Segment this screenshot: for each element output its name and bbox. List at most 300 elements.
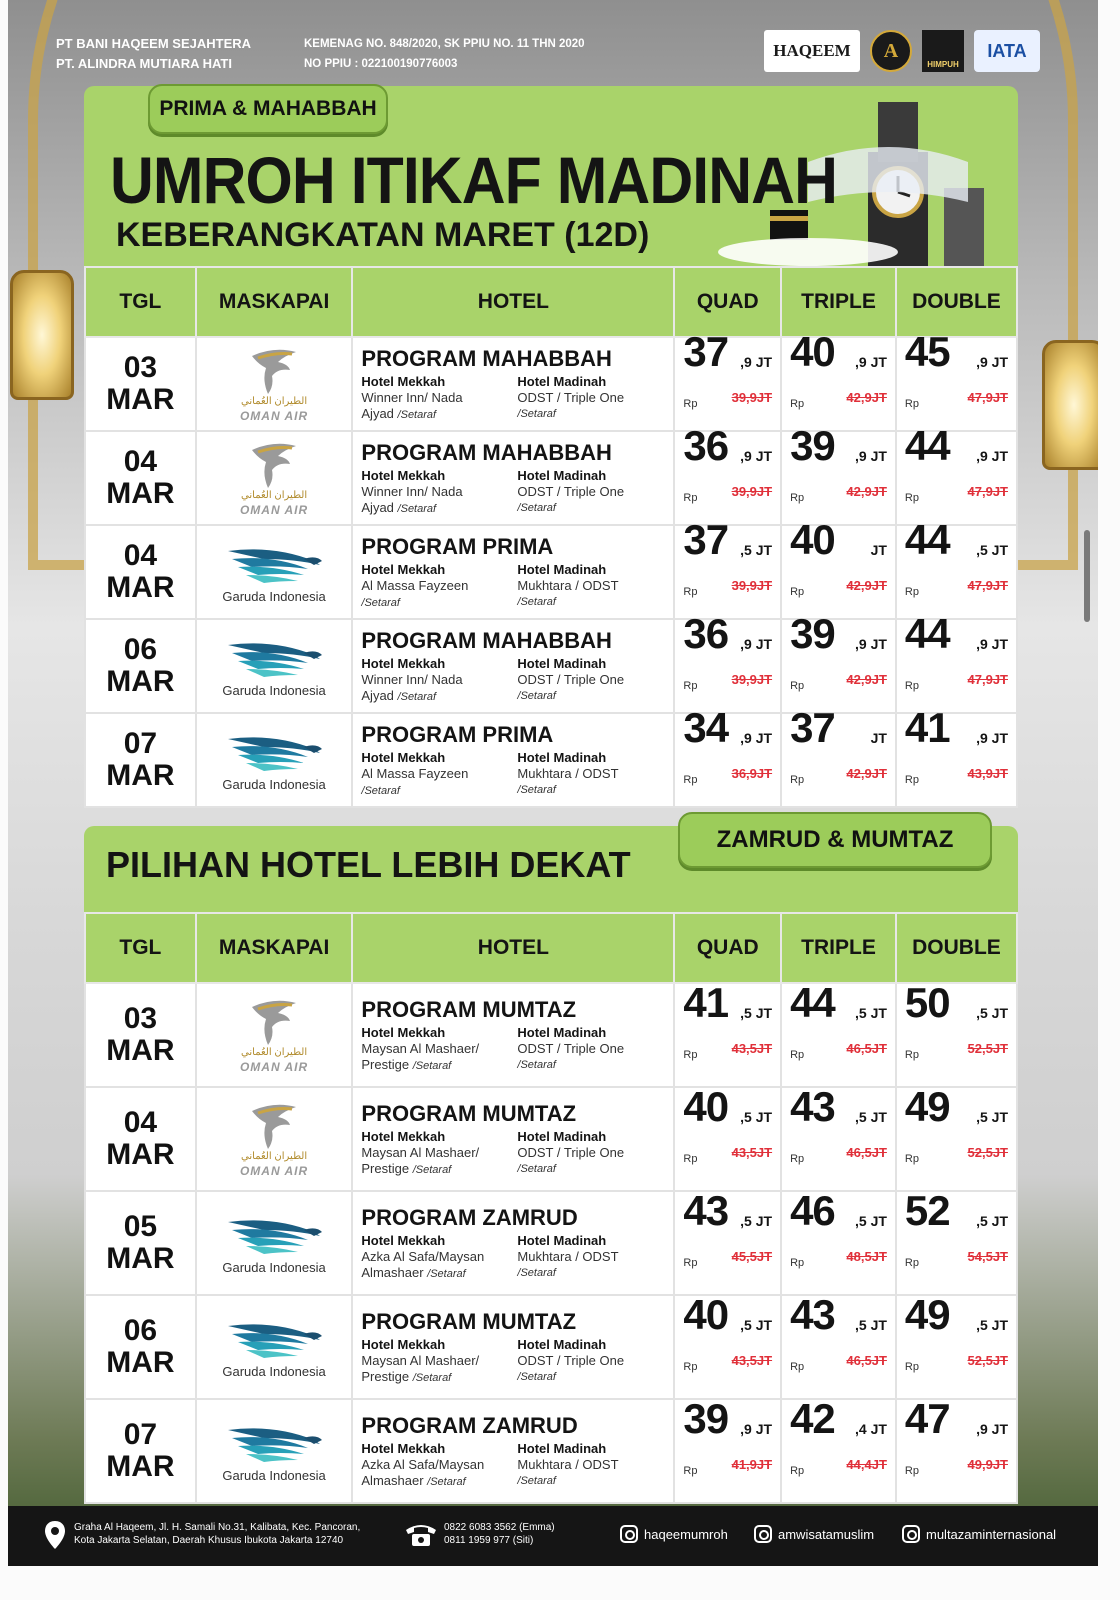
hotel-madinah [517,1129,665,1178]
table-row [85,713,1017,807]
hotel-mekkah-name: Al Massa Fayzeen [361,765,469,781]
table-row [85,337,1017,431]
currency-label: Rp [904,1257,919,1269]
price-double [896,704,1017,807]
page-title: UMROH ITIKAF MADINAH [110,143,838,217]
old-price: 52,5JT [967,1041,1008,1056]
price-suffix: ,9 JT [740,354,773,370]
hotel-mekkah-equiv: /Setaraf [397,408,437,421]
price-main: 37 [683,328,729,375]
currency-label: Rp [790,586,805,598]
license-line-1: KEMENAG NO. 848/2020, SK PPIU NO. 11 THN 2020 [304,38,585,50]
price-suffix: ,5 JT [976,1109,1008,1125]
price-quad [674,328,781,431]
price-main: 47 [904,1395,950,1442]
airline-cell [196,525,353,619]
currency-label: Rp [790,680,805,692]
col-double: DOUBLE [896,913,1017,983]
table-row [85,619,1017,713]
currency-label: Rp [683,1257,698,1269]
airline-cell [196,619,353,713]
hotel-mekkah-equiv: /Setaraf [361,596,400,609]
address-line-1: Graha Al Haqeem, Jl. H. Samali No.31, Kalibata, Kec. Pancoran, [74,1522,361,1533]
airline-garuda-indonesia [197,541,352,604]
hotel-mekkah-name: Azka Al Safa/Maysan [361,1248,485,1264]
oman-air-logo-icon [244,346,304,396]
price-triple [781,1187,896,1295]
old-price: 39,9JT [731,484,773,499]
garuda-logo-icon [224,729,324,775]
alindra-logo: A [870,30,912,72]
date-month: MAR [106,383,175,416]
partner-logos [764,30,1040,72]
old-price: 42,9JT [846,578,887,593]
hotel-madinah [517,1233,665,1282]
date-day: 03 [123,351,158,384]
airline-arabic-name: الطيران العُماني [241,489,308,501]
airline-oman-air [197,997,352,1074]
price-table-2 [84,912,1018,1504]
garuda-logo-icon [224,1212,324,1258]
price-main: 50 [904,979,950,1026]
table-row [85,525,1017,619]
hotel-mekkah [361,1441,509,1490]
col-tgl: TGL [85,267,196,337]
hotel-mekkah-label: Hotel Mekkah [361,1440,446,1456]
hotel-cell [352,525,674,619]
hotel-mekkah-equiv: /Setaraf [412,1163,452,1176]
hotel-cell [352,337,674,431]
price-main: 44 [904,422,950,469]
col-hotel: HOTEL [352,267,674,337]
himpuh-logo: HIMPUH [922,30,964,72]
currency-label: Rp [790,492,805,504]
hotel-mekkah-name: Maysan Al Mashaer/ [361,1040,480,1056]
date-month: MAR [106,571,175,604]
company-line-2: PT. ALINDRA MUTIARA HATI [56,56,232,71]
price-suffix: ,5 JT [740,1317,773,1333]
date-cell [85,983,196,1087]
col-triple: TRIPLE [781,913,896,983]
hotel-mekkah-label: Hotel Mekkah [361,1232,446,1248]
price-triple [781,704,896,807]
instagram-icon [620,1525,638,1543]
program-name: PROGRAM PRIMA [361,721,554,747]
hotel-madinah-label: Hotel Madinah [517,561,607,577]
instagram-handle: haqeemumroh [644,1526,728,1542]
program-name: PROGRAM MAHABBAH [361,439,612,465]
price-main: 45 [904,328,950,375]
old-price: 46,5JT [846,1353,887,1368]
airline-garuda-indonesia [197,1316,352,1379]
table-body-2 [85,979,1017,1503]
price-main: 52 [904,1187,950,1234]
old-price: 49,9JT [967,1457,1008,1472]
hotel-mekkah [361,1233,509,1282]
hotel-mekkah-label: Hotel Mekkah [361,1336,446,1352]
airline-cell [196,713,353,807]
hotel-mekkah [361,1337,509,1386]
price-main: 43 [683,1187,729,1234]
license-info [304,34,585,74]
currency-label: Rp [683,586,698,598]
hotel-mekkah-name: Maysan Al Mashaer/ [361,1352,480,1368]
hotel-mekkah-label: Hotel Mekkah [361,1024,446,1040]
price-suffix: ,4 JT [855,1421,887,1437]
price-triple [781,516,896,619]
price-suffix: ,5 JT [976,1317,1008,1333]
company-names [56,34,251,74]
program-name: PROGRAM PRIMA [361,533,554,559]
price-quad [674,979,781,1087]
table-header-row [85,913,1017,983]
price-main: 43 [790,1083,835,1130]
airline-name: OMAN AIR [239,502,309,517]
price-suffix: ,9 JT [855,354,887,370]
col-maskapai: MASKAPAI [196,913,353,983]
date-day: 07 [123,727,158,760]
currency-label: Rp [904,774,919,786]
garuda-logo-icon [224,1420,324,1466]
hotel-mekkah-area: Ajyad [361,687,394,703]
airline-name: Garuda Indonesia [222,588,326,604]
hotel-madinah-label: Hotel Madinah [517,1336,607,1352]
airline-garuda-indonesia [197,1420,352,1483]
price-main: 44 [904,516,950,563]
old-price: 47,9JT [967,390,1008,405]
date-day: 04 [123,445,158,478]
airline-cell [196,1087,353,1191]
airline-oman-air [197,346,352,423]
airline-cell [196,1295,353,1399]
airline-oman-air [197,440,352,517]
hotel-madinah [517,1441,665,1490]
price-double [896,328,1017,431]
hotel-mekkah [361,656,509,705]
hotel-mekkah-area: Prestige [361,1160,410,1176]
hotel-mekkah-equiv: /Setaraf [427,1475,466,1488]
airline-cell [196,1191,353,1295]
instagram-handle: multazaminternasional [926,1526,1057,1542]
instagram-link-1[interactable] [620,1525,728,1543]
currency-label: Rp [790,774,805,786]
price-suffix: ,5 JT [976,542,1008,558]
price-triple [781,1291,896,1399]
price-main: 49 [904,1083,950,1130]
price-main: 36 [683,610,729,657]
price-quad [674,516,781,619]
table-row [85,431,1017,525]
price-double [896,516,1017,619]
airline-name: Garuda Indonesia [222,1467,326,1483]
col-maskapai: MASKAPAI [196,267,353,337]
footer [8,1506,1098,1566]
hotel-mekkah-label: Hotel Mekkah [361,749,446,765]
instagram-link-2[interactable] [754,1525,874,1543]
price-suffix: ,5 JT [855,1317,887,1333]
price-triple [781,979,896,1087]
garuda-logo-icon [224,1316,324,1362]
price-main: 44 [904,610,950,657]
iata-logo: IATA [974,30,1040,72]
col-triple: TRIPLE [781,267,896,337]
currency-label: Rp [904,1465,919,1477]
date-cell [85,1191,196,1295]
hotel-madinah-equiv: /Setaraf [517,501,556,514]
currency-label: Rp [904,1361,919,1373]
hotel-mekkah-name: Winner Inn/ Nada [361,389,463,405]
price-suffix: ,9 JT [740,730,773,746]
hotel-mekkah-equiv: /Setaraf [412,1371,452,1384]
old-price: 54,5JT [967,1249,1008,1264]
old-price: 41,9JT [731,1457,773,1472]
garuda-logo-icon [224,541,324,587]
table-row [85,1191,1017,1295]
page-subtitle: KEBERANGKATAN MARET (12D) [116,216,650,254]
currency-label: Rp [683,1153,698,1165]
hotel-madinah-name: Mukhtara / ODST [517,1456,619,1472]
currency-label: Rp [683,398,698,410]
price-main: 39 [683,1395,729,1442]
program-name: PROGRAM MUMTAZ [361,996,577,1022]
instagram-link-3[interactable] [902,1525,1056,1543]
hotel-cell [352,983,674,1087]
table-row [85,1295,1017,1399]
old-price: 46,5JT [846,1145,887,1160]
airline-cell [196,1399,353,1503]
hotel-mekkah-name: Azka Al Safa/Maysan [361,1456,485,1472]
hotel-cell [352,713,674,807]
price-suffix: ,5 JT [855,1005,887,1021]
program-name: PROGRAM ZAMRUD [361,1204,578,1230]
date-day: 04 [123,539,158,572]
hotel-mekkah-equiv: /Setaraf [397,502,437,515]
hotel-mekkah-area: Prestige [361,1368,410,1384]
instagram-icon [754,1525,772,1543]
hotel-mekkah-area: Ajyad [361,499,394,515]
airline-garuda-indonesia [197,635,352,698]
price-suffix: ,9 JT [740,1421,773,1437]
old-price: 47,9JT [967,672,1008,687]
old-price: 45,5JT [731,1249,773,1264]
footer-phones [444,1521,555,1547]
hotel-madinah-equiv: /Setaraf [517,783,556,796]
old-price: 46,5JT [846,1041,887,1056]
date-day: 06 [123,633,158,666]
hotel-cell [352,619,674,713]
price-suffix: ,9 JT [740,636,773,652]
date-cell [85,431,196,525]
currency-label: Rp [683,680,698,692]
price-quad [674,610,781,713]
date-month: MAR [106,1034,175,1067]
price-main: 49 [904,1291,950,1338]
scrollbar[interactable] [1084,530,1090,622]
date-cell [85,525,196,619]
company-line-1: PT BANI HAQEEM SEJAHTERA [56,36,252,51]
old-price: 44,4JT [846,1457,887,1472]
table-row [85,1399,1017,1503]
date-cell [85,619,196,713]
price-suffix: ,5 JT [976,1005,1008,1021]
price-double [896,1291,1017,1399]
hotel-mekkah [361,1129,509,1178]
col-quad: QUAD [674,267,781,337]
hotel-mekkah-equiv: /Setaraf [397,690,437,703]
hotel-madinah-label: Hotel Madinah [517,1128,607,1144]
old-price: 52,5JT [967,1353,1008,1368]
hotel-mekkah [361,750,509,799]
price-double [896,610,1017,713]
price-suffix: ,9 JT [976,636,1008,652]
airline-cell [196,983,353,1087]
airline-cell [196,431,353,525]
currency-label: Rp [904,492,919,504]
hotel-mekkah-name: Maysan Al Mashaer/ [361,1144,480,1160]
currency-label: Rp [790,1465,805,1477]
price-suffix: ,9 JT [976,448,1008,464]
currency-label: Rp [904,586,919,598]
hotel-madinah-name: Mukhtara / ODST [517,1248,619,1264]
program-name: PROGRAM MAHABBAH [361,627,612,653]
date-month: MAR [106,665,175,698]
hotel-madinah-label: Hotel Madinah [517,749,607,765]
phone-line-1[interactable]: 0822 6083 3562 (Emma) [444,1522,555,1533]
program-name: PROGRAM MUMTAZ [361,1308,577,1334]
currency-label: Rp [790,398,805,410]
old-price: 43,5JT [731,1353,773,1368]
date-cell [85,337,196,431]
hotel-mekkah-label: Hotel Mekkah [361,373,446,389]
price-main: 43 [790,1291,835,1338]
currency-label: Rp [904,1153,919,1165]
hotel-madinah [517,468,665,517]
hotel-madinah-label: Hotel Madinah [517,655,607,671]
hotel-madinah-equiv: /Setaraf [517,1266,556,1279]
currency-label: Rp [904,398,919,410]
price-main: 40 [683,1291,729,1338]
airline-name: Garuda Indonesia [222,682,326,698]
hotel-madinah-equiv: /Setaraf [517,1474,556,1487]
price-suffix: JT [870,730,887,746]
old-price: 52,5JT [967,1145,1008,1160]
table-body-1 [85,328,1017,807]
price-suffix: ,5 JT [740,1109,773,1125]
hotel-madinah-name: ODST / Triple One [517,1352,625,1368]
footer-address [74,1521,394,1547]
date-cell [85,1399,196,1503]
old-price: 43,9JT [967,766,1008,781]
program-name: PROGRAM MAHABBAH [361,345,612,371]
hotel-cell [352,1191,674,1295]
currency-label: Rp [790,1361,805,1373]
phone-line-2[interactable]: 0811 1959 977 (Siti) [444,1535,534,1546]
old-price: 47,9JT [967,484,1008,499]
airline-name: OMAN AIR [239,1059,309,1074]
old-price: 42,9JT [846,484,887,499]
airline-arabic-name: الطيران العُماني [241,395,308,407]
hotel-madinah-label: Hotel Madinah [517,1232,607,1248]
airline-oman-air [197,1101,352,1178]
hotel-madinah-equiv: /Setaraf [517,1162,556,1175]
price-main: 40 [790,328,835,375]
price-triple [781,328,896,431]
instagram-icon [902,1525,920,1543]
license-line-2: NO PPIU : 022100190776003 [304,58,458,70]
hotel-madinah-name: ODST / Triple One [517,483,625,499]
currency-label: Rp [683,1465,698,1477]
price-main: 46 [790,1187,835,1234]
hotel-mekkah-label: Hotel Mekkah [361,655,446,671]
airline-arabic-name: الطيران العُماني [241,1150,308,1162]
price-triple [781,610,896,713]
haqeem-logo: HAQEEM [764,30,860,72]
hotel-madinah-name: ODST / Triple One [517,1144,625,1160]
date-day: 05 [123,1210,158,1243]
price-suffix: JT [870,542,887,558]
date-cell [85,1295,196,1399]
price-table-1 [84,266,1018,808]
currency-label: Rp [683,1361,698,1373]
currency-label: Rp [790,1257,805,1269]
hotel-cell [352,1087,674,1191]
hotel-mekkah-area: Prestige [361,1056,410,1072]
currency-label: Rp [904,1049,919,1061]
table-row [85,1087,1017,1191]
hotel-mekkah-area: Almashaer [361,1264,424,1280]
date-cell [85,1087,196,1191]
hotel-mekkah-label: Hotel Mekkah [361,1128,446,1144]
price-triple [781,1083,896,1191]
price-quad [674,1291,781,1399]
price-suffix: ,5 JT [740,542,773,558]
currency-label: Rp [683,1049,698,1061]
date-month: MAR [106,477,175,510]
hotel-madinah-name: ODST / Triple One [517,389,625,405]
hotel-madinah-equiv: /Setaraf [517,407,556,420]
price-suffix: ,9 JT [976,730,1008,746]
hotel-madinah-label: Hotel Madinah [517,467,607,483]
price-quad [674,1083,781,1191]
location-pin-icon [44,1520,66,1550]
col-double: DOUBLE [896,267,1017,337]
hotel-mekkah-equiv: /Setaraf [361,784,400,797]
currency-label: Rp [683,492,698,504]
hotel-cell [352,1295,674,1399]
price-suffix: ,9 JT [855,636,887,652]
price-main: 44 [790,979,835,1026]
airline-name: Garuda Indonesia [222,1259,326,1275]
oman-air-logo-icon [244,997,304,1047]
oman-air-logo-icon [244,1101,304,1151]
price-double [896,1083,1017,1191]
hotel-mekkah-area: Almashaer [361,1472,424,1488]
hotel-mekkah-label: Hotel Mekkah [361,467,446,483]
price-main: 37 [683,516,729,563]
old-price: 39,9JT [731,578,773,593]
price-suffix: ,9 JT [740,448,773,464]
airline-arabic-name: الطيران العُماني [241,1046,308,1058]
date-cell [85,713,196,807]
price-suffix: ,5 JT [740,1005,773,1021]
hotel-madinah-equiv: /Setaraf [517,1370,556,1383]
hotel-madinah-label: Hotel Madinah [517,1024,607,1040]
currency-label: Rp [683,774,698,786]
currency-label: Rp [790,1049,805,1061]
hotel-madinah [517,562,665,611]
hotel-mekkah-area: Ajyad [361,405,394,421]
price-main: 40 [790,516,835,563]
